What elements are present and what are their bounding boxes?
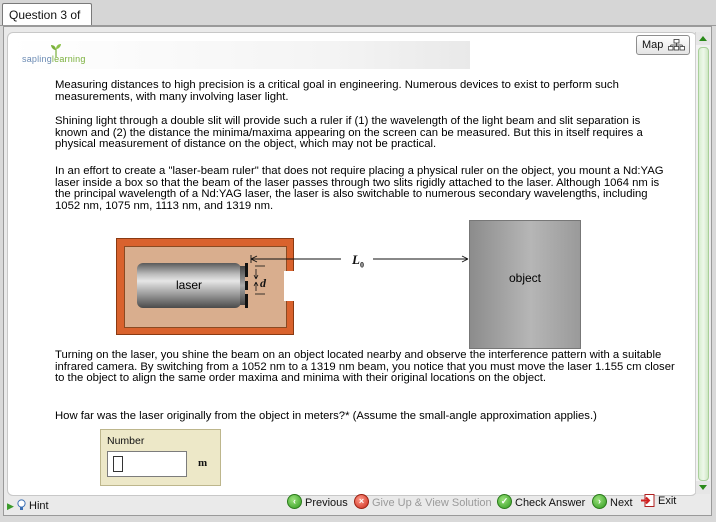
next-button[interactable] (592, 494, 633, 510)
question-text: How far was the laser originally from the object in meters?* (Assume the small-angle approximation applies.) (55, 410, 597, 422)
give-up-label: Give Up & View Solution (372, 497, 492, 509)
hint-label: Hint (29, 500, 49, 512)
check-icon: ✓ (497, 494, 512, 509)
lightbulb-icon (17, 499, 26, 511)
scroll-thumb[interactable] (698, 47, 709, 481)
question-panel (7, 32, 697, 496)
paragraph-intro: Measuring distances to high precision is a critical goal in engineering. Numerous devices to exist to perform such measurements, with many involving laser light. (55, 79, 619, 103)
answer-input[interactable] (107, 451, 187, 477)
input-cursor (113, 456, 123, 472)
tab-question[interactable] (2, 3, 92, 26)
give-up-button[interactable] (354, 494, 492, 510)
laser-label: laser (175, 278, 202, 292)
vertical-scrollbar[interactable] (695, 32, 710, 494)
logo-sapling: sapling (22, 54, 52, 64)
slit-arrow-up (254, 282, 258, 291)
answer-unit: m (198, 457, 208, 469)
previous-button[interactable] (287, 494, 348, 510)
hint-toggle[interactable] (7, 499, 49, 512)
tab-label: Question 3 of (9, 8, 81, 22)
answer-box (100, 429, 221, 486)
distance-symbol: L (352, 252, 360, 267)
check-answer-button[interactable] (497, 494, 585, 510)
answer-label: Number (107, 435, 145, 447)
distance-label (352, 252, 364, 270)
paragraph-laser-ruler: In an effort to create a "laser-beam ruler" that does not require placing a physical ruler on the object, you mount a Nd:YAG laser inside a box so that the beam of the laser passes through two slits rigidly attached to the laser. Although 1064 nm is the principal wavelength of a Nd:YAG laser, the laser is also switchable to numerous secondary wavelengths, including 1052 nm, 1075 nm, 1113 nm, and 1319 nm. (55, 165, 664, 212)
previous-label: Previous (305, 497, 348, 509)
expand-arrow-icon: ▶ (7, 501, 14, 511)
scroll-up-icon (696, 32, 710, 45)
give-up-icon: × (354, 494, 369, 509)
paragraph-experiment: Turning on the laser, you shine the beam on an object located nearby and observe the interference pattern with a suitable infrared camera. By switching from a 1052 nm to a 1319 nm beam, you notice that you must move the laser 1.155 cm closer to the object to align the same order maxima and minima with their original locations on the object. (55, 349, 675, 384)
exit-button[interactable] (641, 494, 676, 508)
slit-spacing-label: d (260, 276, 266, 290)
scroll-up-button[interactable] (696, 32, 710, 45)
footer-bar (0, 494, 716, 522)
next-icon: › (592, 494, 607, 509)
object-label: object (508, 271, 542, 285)
scroll-down-icon (696, 481, 710, 494)
previous-icon: ‹ (287, 494, 302, 509)
scroll-down-button[interactable] (696, 481, 710, 494)
distance-subscript: 0 (359, 260, 364, 270)
paragraph-double-slit: Shining light through a double slit will provide such a ruler if (1) the wavelength of the light beam and slit separation is known and (2) the distance the minima/maxima appearing on the screen can be measured. But this in itself requires a physical measurement of distance on the object, which may not be practical. (55, 115, 643, 150)
exit-icon (641, 494, 655, 507)
tab-bar (0, 0, 716, 26)
slit-arrow-down (254, 269, 258, 279)
map-label: Map (642, 39, 664, 51)
exit-label: Exit (658, 495, 677, 507)
logo-learning: learning (51, 54, 86, 64)
check-label: Check Answer (515, 497, 586, 509)
next-label: Next (610, 497, 633, 509)
